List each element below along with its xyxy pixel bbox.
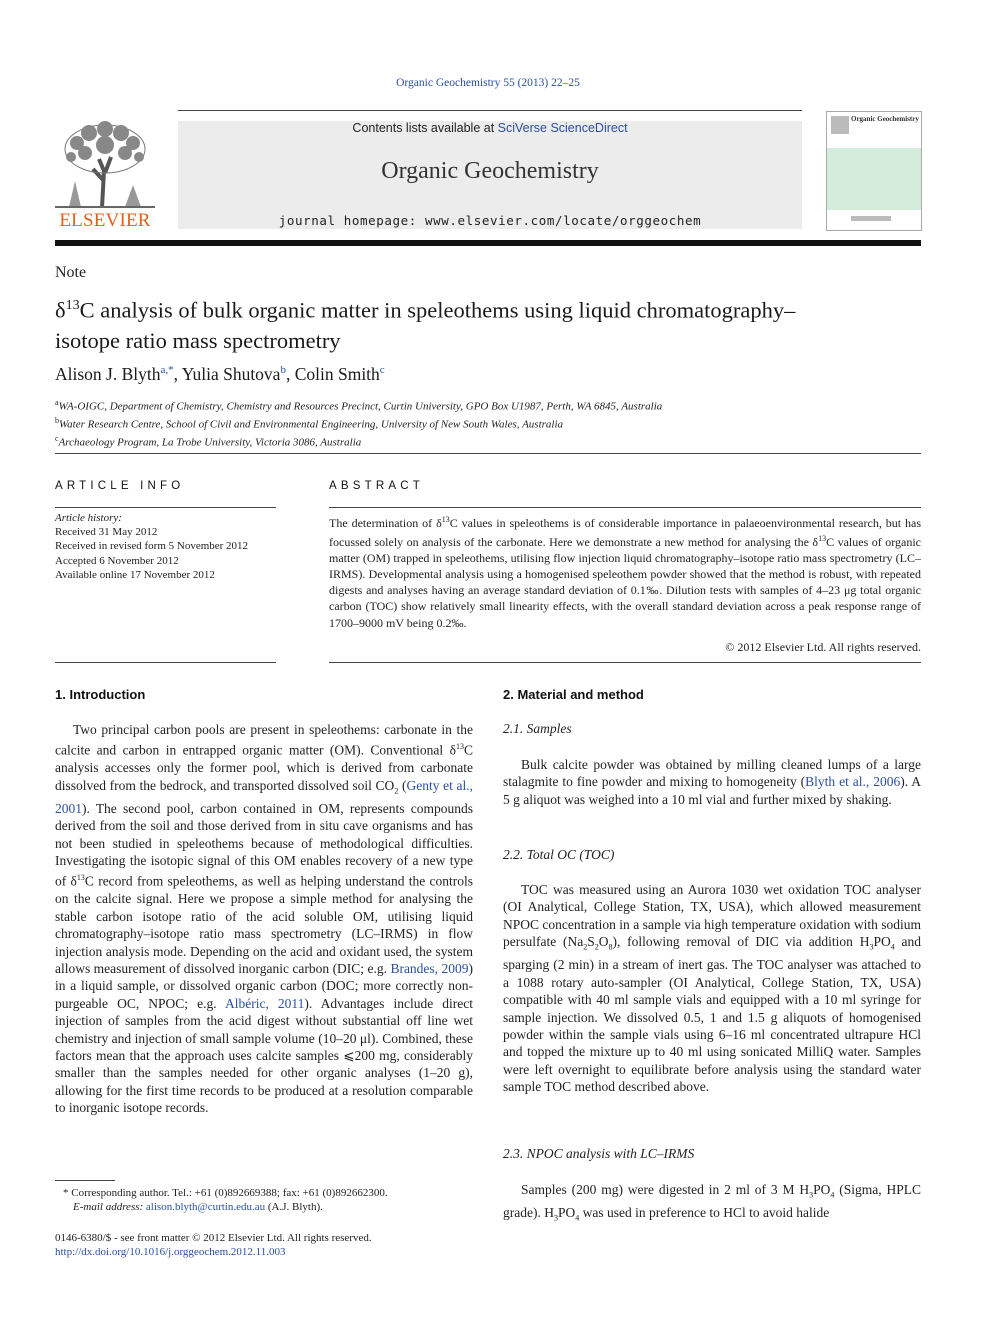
copyright-notice: © 2012 Elsevier Ltd. All rights reserved. [725, 640, 921, 654]
affiliation-item [55, 414, 662, 432]
toc-body [503, 881, 921, 1096]
author-sep: , [285, 364, 295, 384]
text-run: C analysis accesses only the former pool, which is derived from carbonate dissolved from the bedrock, and transported dissolved soil CO [55, 742, 473, 793]
abstract-sup: 13 [441, 515, 450, 524]
affil-text: Water Research Centre, School of Civil and Environmental Engineering, University of New South Wales, Australia [59, 418, 564, 431]
abstract-sup: 13 [818, 534, 827, 544]
email-label: E-mail address: [73, 1201, 144, 1214]
issn-line: 0146-6380/$ - see front matter © 2012 Elsevier Ltd. All rights reserved. [55, 1232, 372, 1244]
author-affil-marker[interactable]: a,* [160, 364, 174, 377]
cover-title: Organic Geochemistry [851, 115, 919, 123]
iso-sup: 13 [76, 873, 85, 883]
chem-sub: 8 [608, 942, 613, 952]
cover-logo-icon [831, 116, 849, 134]
history-revised: Received in revised form 5 November 2012 [55, 540, 249, 553]
abstract-heading: ABSTRACT [329, 480, 424, 492]
affil-text: WA-OIGC, Department of Chemistry, Chemistry and Resources Precinct, Curtin University, GPO Box U1987, Perth, WA 6845, Australia [58, 400, 663, 413]
text-run: ) in a liquid sample, or dissolved organic carbon (DOC; more correctly non-purgeable OC, NPOC; e.g. [55, 960, 473, 1011]
history-received: Received 31 May 2012 [55, 526, 158, 539]
text-run: and sparging (2 min) in a stream of inert gas. The TOC analyser was attached to a 1088 rotary auto-sampler (OI Analytical, College Station, TX, USA) compatible with 40 ml sample vials and equipped with a 10 ml syringe for sample injection. We dissolved 0.5, 1 and 1.5 g aliquots of homogenised powder within the sample vials using 6–16 ml concentrated ultrapure HCl and topped the mixture up to 40 ml using sonicated MilliQ water. Samples were left overnight to equilibrate before analysis using the standard water sample TOC method described above. [503, 934, 921, 1095]
chem-sub: 4 [830, 1190, 835, 1200]
article-info-rule [55, 507, 276, 508]
journal-banner [178, 121, 802, 229]
journal-homepage-link[interactable]: journal homepage: www.elsevier.com/locate/orggeochem [278, 213, 702, 228]
chem-sub: 2 [583, 942, 588, 952]
affiliations [55, 396, 662, 450]
section-rule [55, 453, 921, 454]
abstract-rule-bottom [329, 662, 921, 663]
author-affil-marker[interactable]: c [379, 364, 385, 377]
text-run: (Sigma, HPLC grade). H [503, 1182, 921, 1221]
text-run: Bulk calcite powder was obtained by milling cleaned lumps of a large stalagmite to fine powder and mixing to homogeneity ( [503, 757, 921, 790]
cover-graphic [827, 148, 921, 210]
history-accepted: Accepted 6 November 2012 [55, 554, 179, 567]
article-title [55, 291, 815, 356]
text-run: ). The second pool, carbon contained in OM, represents compounds derived from the soil and those derived from in situ cave organisms and has not been studied in speleothems because of methodological difficulties. Investigating the isotopic signal of this OM enables recovery of a new type of [55, 800, 473, 889]
journal-cover-thumbnail[interactable] [826, 111, 922, 231]
header-thick-rule [55, 240, 921, 246]
contents-line [178, 121, 802, 135]
intro-paragraph: Two principal carbon pools are present in speleothems: carbonate in the calcite and carbon in entrapped organic matter (OM). Conventional $\delta^{13}C$ analysis accesses only the former pool, which is derived from carbonate dissolved from the bedrock, and transported dissolved soil $CO_2$ (Genty et al., 2001). The second pool, carbon contained in OM, represents compounds derived from the soil and those derived from in situ cave organisms and has not been studied in speleothems because of methodological difficulties. Investigating the isotopic signal of this OM enables recovery of a new type of $\delta^{13}C$ record from speleothems, as well as helping understand the controls on the calcite signal. Here we propose a simple method for analysing the stable carbon isotope ratio of the acid soluble OM, utilising liquid chromatography–isotope ratio mass spectrometry (LC–IRMS) in flow injection analysis mode. Depending on the acid and oxidant used, the system allows measurement of dissolved inorganic carbon (DIC; e.g. Brandes, 2009) in a liquid sample, or dissolved organic carbon (DOC; more correctly non-purgeable OC, NPOC; e.g. Albéric, 2011). Advantages include direct injection of samples from the acid digest without substantial off line wet chemistry and injection of small sample volume (10–20 μl). Combined, these factors mean that the approach uses calcite samples ⩽200 mg, considerably smaller than the samples needed for other organic analyses (1–20 g), allowing for the first time records to be produced at a resolution comparable to inorganic isotope records. [55, 722, 474, 1116]
author-affil-marker[interactable]: b [280, 364, 286, 377]
contents-prefix: Contents lists available at [352, 121, 498, 135]
journal-citation[interactable]: Organic Geochemistry 55 (2013) 22–25 [396, 77, 580, 89]
affil-key: c [55, 433, 59, 443]
email-suffix: (A.J. Blyth). [267, 1201, 323, 1214]
history-online: Available online 17 November 2012 [55, 568, 215, 581]
sciencedirect-link[interactable]: SciVerse ScienceDirect [497, 121, 628, 135]
ref-genty-2001[interactable]: Genty et al., 2001 [55, 777, 474, 816]
affiliation-item [55, 432, 662, 450]
chem-sub: 4 [890, 942, 895, 952]
text-run: Two principal carbon pools are present in speleothems: carbonate in the calcite and carbon in entrapped organic matter (OM). Conventional [55, 722, 473, 758]
article-info-rule-bottom [55, 662, 276, 663]
methods-heading: 2. Material and method [503, 687, 644, 702]
doi-link[interactable]: http://dx.doi.org/10.1016/j.orggeochem.2012.11.003 [55, 1246, 286, 1259]
article-info-heading: ARTICLE INFO [55, 480, 185, 492]
text-run: was used in preference to HCl to avoid halide [579, 1205, 830, 1221]
intro-heading: 1. Introduction [55, 687, 146, 702]
footnote-rule [55, 1180, 115, 1181]
journal-title: Organic Geochemistry [381, 158, 599, 184]
title-sup: 13 [65, 298, 80, 313]
article-type: Note [55, 264, 87, 281]
author-list [55, 364, 385, 385]
chem-sub: 2 [594, 942, 599, 952]
affil-text: Archaeology Program, La Trobe University, Victoria 3086, Australia [58, 436, 362, 449]
abstract-text [329, 512, 921, 631]
text-run: C record from speleothems, as well as helping understand the controls on the calcite signal. Here we propose a simple method for analysing the stable carbon isotope ratio of the acid soluble OM, utilising liquid chromatography–isotope ratio mass spectrometry (LC–IRMS) in flow injection analysis mode. Depending on the acid and oxidant used, the system allows measurement of dissolved inorganic carbon (DIC; e.g. [55, 873, 473, 976]
footnote-line: * Corresponding author. Tel.: +61 (0)892669388; fax: +61 (0)892662300. [63, 1187, 388, 1199]
abstract-part: C values in speleothems is of considerable importance in palaeoenvironmental research, but has focussed solely on analysis of the carbonate. Here we demonstrate a new method for analysing the δ [329, 516, 922, 550]
chem-sub: 3 [553, 1213, 558, 1223]
text-run: Samples (200 mg) were digested in 2 ml of 3 M H [521, 1182, 810, 1197]
chem-sub: 4 [575, 1213, 580, 1223]
subsection-heading-samples: 2.1. Samples [503, 721, 572, 736]
corresponding-footnote [55, 1186, 388, 1215]
page-footer [55, 1231, 372, 1260]
text-run: TOC was measured using an Aurora 1030 wet oxidation TOC analyser (OI Analytical, College Station, TX, USA), which allowed measurement NPOC concentration in a sample via high temperature oxidation with sodium persulfate (Na [503, 882, 921, 950]
title-delta: δ [55, 297, 66, 323]
affil-key: a [55, 398, 59, 407]
corresponding-text: Corresponding author. Tel.: +61 (0)892669388; fax: +61 (0)892662300. [71, 1187, 388, 1199]
abstract-part: The determination of δ [329, 516, 442, 530]
affiliation-item [55, 396, 662, 414]
author-name[interactable]: Colin Smith [294, 364, 380, 384]
co2-sub: 2 [394, 786, 399, 796]
npoc-body [503, 1181, 921, 1227]
publisher-name: ELSEVIER [59, 210, 151, 231]
history-label: Article history: [55, 512, 122, 524]
header-rule [178, 110, 802, 111]
author-name[interactable]: Alison J. Blyth [55, 364, 161, 384]
affil-key: b [55, 415, 59, 425]
text-run: ). Advantages include direct injection of samples from the acid digest without substantial off line wet chemistry and injection of small sample volume (10–20 μl). Combined, these factors mean that the approach uses calcite samples ⩽200 mg, considerably smaller than the samples needed for other organic analyses (1–20 g), allowing for the first time records to be produced at a resolution comparable to inorganic isotope records. [55, 995, 474, 1116]
abstract-rule [329, 507, 921, 508]
iso-sup: 13 [455, 742, 464, 752]
chem-sub: 3 [869, 942, 874, 952]
title-text: C analysis of bulk organic matter in speleothems using liquid chromatography–isotope ratio mass spectrometry [55, 297, 796, 353]
intro-body [55, 721, 473, 1117]
text-run: ), following removal of DIC via addition H [612, 934, 870, 950]
ref-alberic-2011[interactable]: Albéric, 2011 [224, 995, 305, 1011]
ref-blyth-2006[interactable]: Blyth et al., 2006 [805, 774, 901, 790]
author-sep: , [173, 364, 182, 384]
abstract-part: C values of organic matter (OM) trapped in speleothems, utilising flow injection liquid chromatography–isotope ratio mass spectrometry (LC–IRMS). Developmental analysis using a homogenised speleothem powder showed that the method is robust, with repeated digests and analyses having an average standard deviation of 0.1‰. Dilution tests with samples of 4–23 μg total organic carbon (TOC) show relatively small linearity effects, with the overall standard deviation across a peak response range of 1700–9000 mV being 0.2‰. [329, 535, 922, 630]
cover-footer [851, 216, 891, 221]
chem-sub: 3 [809, 1190, 814, 1200]
samples-paragraph [503, 756, 921, 808]
toc-paragraph: TOC was measured using an Aurora 1030 wet oxidation TOC analyser (OI Analytical, College Station, TX, USA), which allowed measurement NPOC concentration in a sample via high temperature oxidation with sodium persulfate $(Na_2S_2O_8)$, following removal of DIC via addition $H_3PO_4$ and sparging (2 min) in a stream of inert gas. The TOC analyser was attached to a 1088 rotary auto-sampler (OI Analytical, College Station, TX, USA) compatible with 40 ml sample vials and equipped with a 10 ml syringe for sample injection. We dissolved 0.5, 1 and 1.5 g aliquots of homogenised powder within the sample vials using 6–16 ml concentrated ultrapure HCl and topped the mixture up to 40 ml using sonicated MilliQ water. Samples were left overnight to equilibrate before analysis using the standard water sample TOC method described above. [503, 882, 921, 1095]
author-name[interactable]: Yulia Shutova [181, 364, 281, 384]
footnote-line [55, 1200, 388, 1214]
subsection-heading-toc: 2.2. Total OC (TOC) [503, 847, 615, 862]
article-history [55, 511, 248, 582]
ref-brandes-2009[interactable]: Brandes, 2009 [390, 960, 469, 976]
email-link[interactable]: alison.blyth@curtin.edu.au [145, 1201, 266, 1214]
npoc-paragraph: Samples (200 mg) were digested in 2 ml of 3 M $H_3PO_4$ (Sigma, HPLC grade). $H_3PO_4$ was used in preference to HCl to avoid halide [503, 1182, 921, 1223]
cover-header [827, 112, 921, 148]
samples-body [503, 756, 921, 808]
subsection-heading-npoc: 2.3. NPOC analysis with LC–IRMS [503, 1146, 695, 1161]
text-run: ). A 5 g aliquot was weighed into a 10 ml vial and further mixed by shaking. [503, 774, 922, 807]
